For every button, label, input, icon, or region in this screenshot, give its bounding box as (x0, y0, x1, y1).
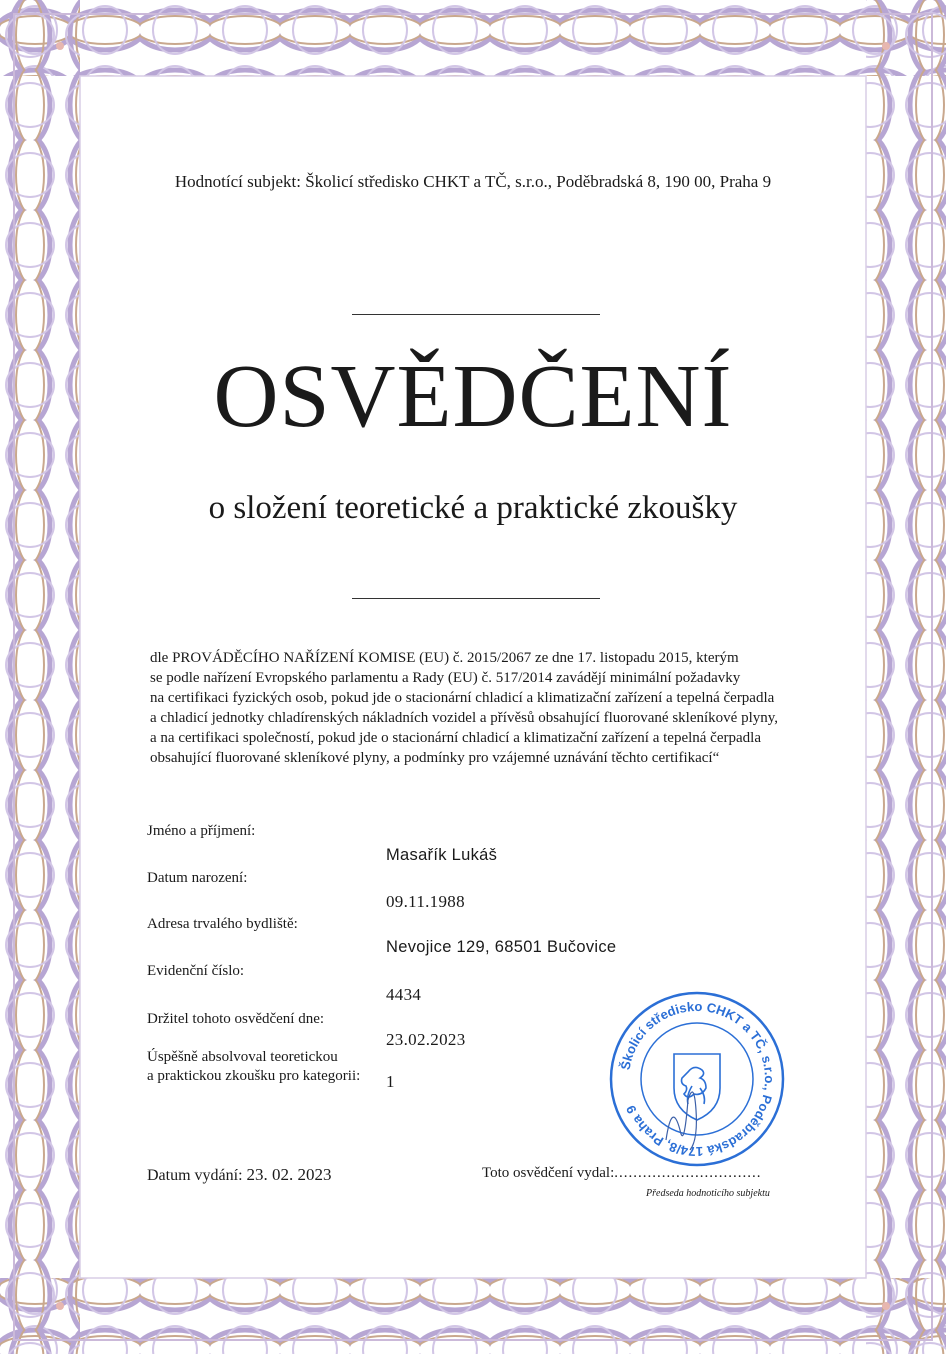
signature-dots: ............................... (614, 1165, 762, 1181)
holder-date-value: 23.02.2023 (386, 1030, 466, 1049)
certificate-subtitle: o složení teoretické a praktické zkoušky (208, 490, 738, 526)
legal-line: a chladicí jednotky chladírenských nákladních vozidel a přívěsů obsahující fluorované skleníkové plyny, (150, 710, 779, 726)
certificate-title: OSVĚDČENÍ (213, 347, 733, 446)
issue-date (147, 1165, 332, 1185)
top-divider (352, 314, 600, 315)
official-stamp (608, 990, 786, 1168)
address-value: Nevojice 129, 68501 Bučovice (386, 938, 617, 956)
registration-number-label: Evidenční číslo: (147, 963, 245, 979)
stamp-text: Školicí středisko CHKT a TČ, s.r.o., Poděbradská 174/8, Praha 9 (617, 998, 778, 1160)
issued-by-label: Toto osvědčení vydal: (482, 1165, 615, 1181)
registration-number-value: 4434 (386, 985, 422, 1004)
category-value: 1 (386, 1072, 395, 1091)
name-value: Masařík Lukáš (386, 846, 498, 864)
birth-date-label: Datum narození: (147, 870, 248, 886)
legal-line: obsahující fluorované skleníkové plyny, a podmínky pro vzájemné uznávání těchto certifikací“ (150, 750, 720, 766)
bottom-divider (352, 598, 600, 599)
legal-line: dle PROVÁDĚCÍHO NAŘÍZENÍ KOMISE (EU) č. 2015/2067 ze dne 17. listopadu 2015, kterým (150, 650, 739, 666)
signature-caption: Předseda hodnoticího subjektu (646, 1188, 770, 1199)
category-label-line2: a praktickou zkoušku pro kategorii: (147, 1068, 361, 1084)
heraldic-lion-icon (674, 1054, 720, 1120)
address-label: Adresa trvalého bydliště: (147, 916, 298, 932)
holder-date-label: Držitel tohoto osvědčení dne: (147, 1011, 325, 1027)
issue-date-value: 23. 02. 2023 (246, 1165, 332, 1184)
legal-line: a na certifikaci společností, pokud jde o stacionární chladicí a klimatizační zařízení a tepelná čerpadla (150, 730, 761, 746)
name-label: Jméno a příjmení: (147, 823, 256, 839)
legal-basis (150, 648, 830, 768)
legal-line: se podle nařízení Evropského parlamentu a Rady (EU) č. 517/2014 zavádějí minimální požadavky (150, 670, 741, 686)
legal-line: na certifikaci fyzických osob, pokud jde o stacionární chladicí a klimatizační zařízení a tepelná čerpadla (150, 690, 775, 706)
category-label-line1: Úspěšně absolvoval teoretickou (147, 1049, 338, 1065)
birth-date-value: 09.11.1988 (386, 892, 465, 911)
issuer-line: Hodnotící subjekt: Školicí středisko CHKT a TČ, s.r.o., Poděbradská 8, 190 00, Praha 9 (174, 172, 772, 191)
issue-date-label: Datum vydání: (147, 1167, 243, 1184)
